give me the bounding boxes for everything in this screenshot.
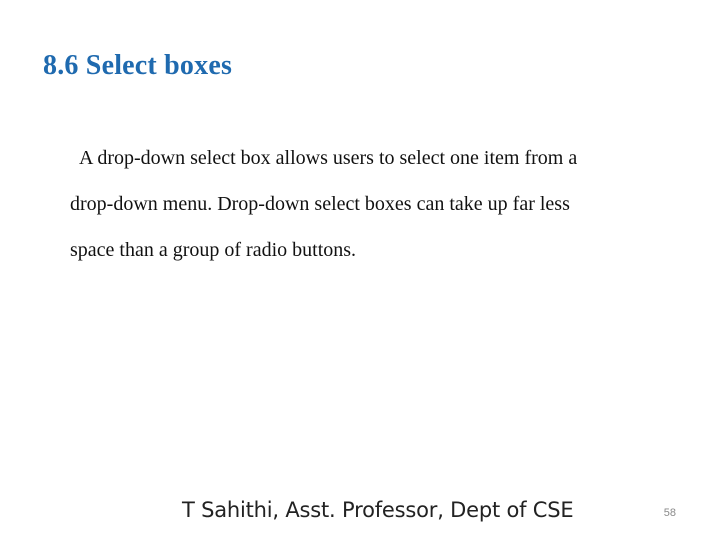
- page-number: 58: [663, 507, 676, 519]
- slide-body-text: [70, 140, 710, 278]
- body-line: space than a group of radio buttons.: [70, 239, 357, 261]
- body-line: A drop-down select box allows users to select one item from a: [79, 147, 578, 169]
- slide-title: 8.6 Select boxes: [43, 50, 233, 81]
- body-line: drop-down menu. Drop-down select boxes can take up far less: [70, 193, 570, 215]
- slide-footer: T Sahithi, Asst. Professor, Dept of CSE: [182, 498, 574, 522]
